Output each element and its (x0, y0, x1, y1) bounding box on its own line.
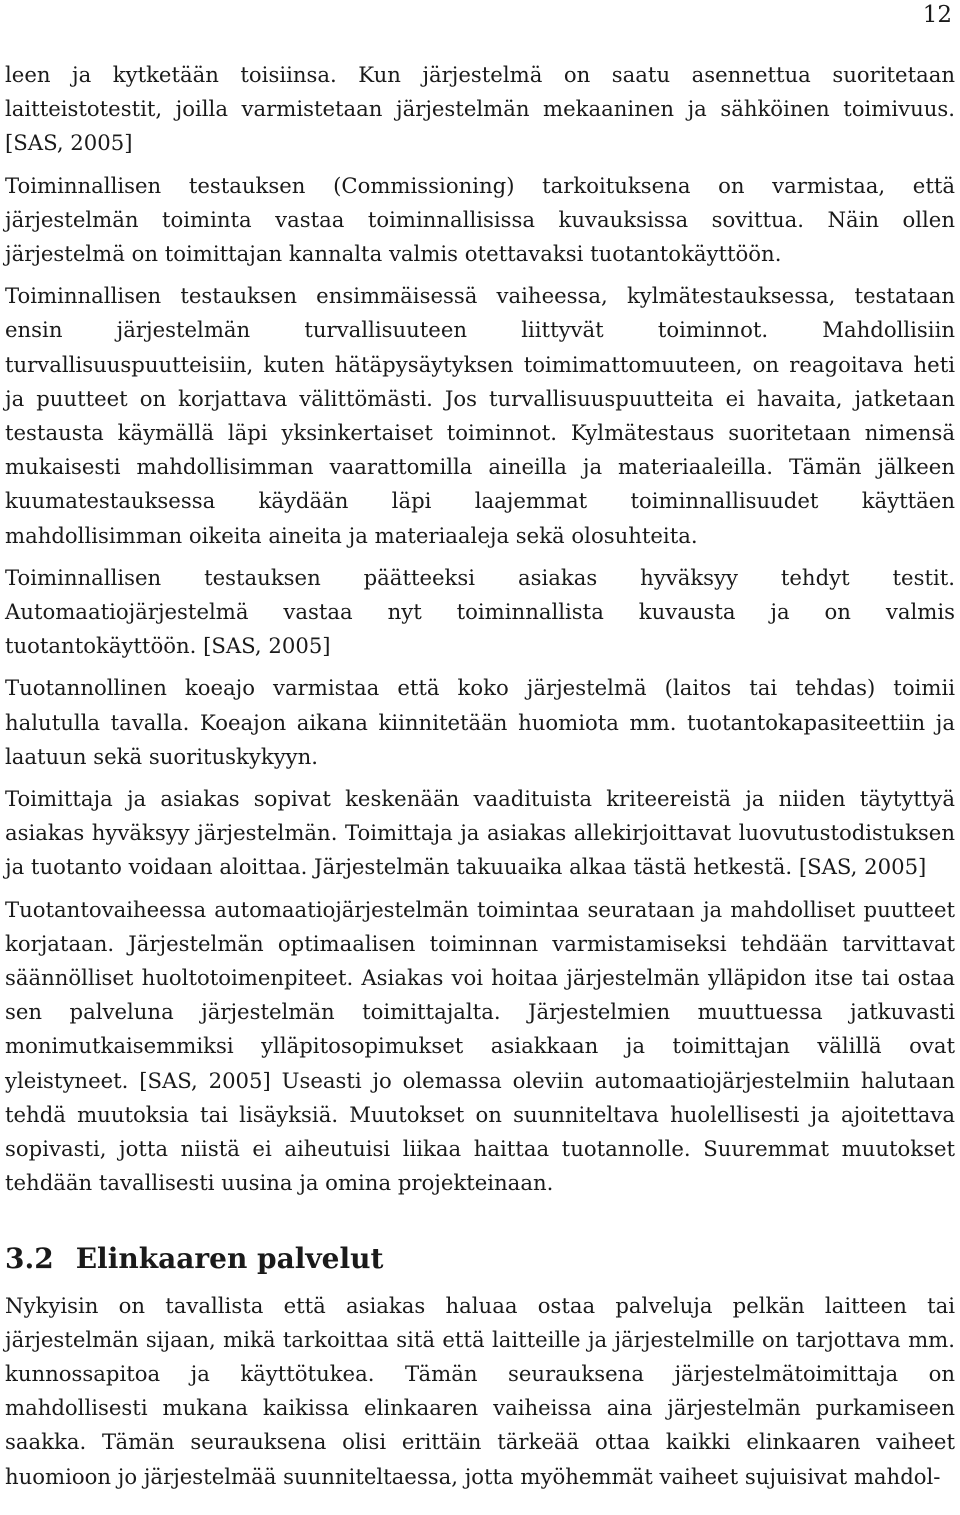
paragraph-handover: Toimittaja ja asiakas sopivat keskenään vaadituista kriteereistä ja niiden täytyttyä asiakas hyväksyy järjestelmän. Toimittaja ja asiakas allekirjoittavat luovutustodistuksen ja tuotanto voidaan aloittaa. Järjestelmän takuuaika alkaa tästä hetkestä. [SAS, 2005] (5, 786, 955, 880)
paragraph-lifecycle-services: Nykyisin on tavallista että asiakas haluaa ostaa palveluja pelkän laitteen tai järjestelmän sijaan, mikä tarkoittaa sitä että laitteille ja järjestelmille on tarjottava mm. kunnossapitoa ja käyttötukea. Tämän seurauksena järjestelmätoimittaja on mahdollisesti mukana kaikissa elinkaaren vaiheissa aina järjestelmän purkamiseen saakka. Tämän seurauksena olisi erittäin tärkeää ottaa kaikki elinkaaren vaiheet huomioon jo järjestelmää suunniteltaessa, jotta myöhemmät vaiheet sujuisivat mahdol- (5, 1292, 955, 1489)
page-number: 12 (922, 2, 952, 28)
page-body (5, 58, 955, 1502)
section-number: 3.2 (5, 1241, 54, 1275)
paragraph-cold-hot-testing: Toiminnallisen testauksen ensimmäisessä vaiheessa, kylmätestauksessa, testataan ensin järjestelmän turvallisuuteen liittyvät toiminnot. Mahdollisiin turvallisuuspuutteisiin, kuten hätäpysäytyksen toimimattomuuteen, on reagoitava heti ja puutteet on korjattava välittömästi. Jos turvallisuuspuutteita ei havaita, jatketaan testausta käymällä läpi yksinkertaiset toiminnot. Kylmätestaus suoritetaan nimensä mukaisesti mahdollisimman vaarattomilla aineilla ja materiaaleilla. Tämän jälkeen kuumatestauksessa käydään läpi laajemmat toiminnallisuudet käyttäen mahdollisimman oikeita aineita ja materiaaleja sekä olosuhteita. (5, 283, 955, 548)
paragraph-production-trial-run: Tuotannollinen koeajo varmistaa että koko järjestelmä (laitos tai tehdas) toimii halutulla tavalla. Koeajon aikana kiinnitetään huomiota mm. tuotantokapasiteettiin ja laatuun sekä suorituskykyyn. (5, 675, 955, 769)
paragraph-assembly-testing: leen ja kytketään toisiinsa. Kun järjestelmä on saatu asennettua suoritetaan laitteistotestit, joilla varmistetaan järjestelmän mekaaninen ja sähköinen toimivuus. [SAS, 2005] (5, 62, 955, 156)
paragraph-production-phase: Tuotantovaiheessa automaatiojärjestelmän toimintaa seurataan ja mahdolliset puutteet korjataan. Järjestelmän optimaalisen toiminnan varmistamiseksi tehdään tarvittavat säännölliset huoltotoimenpiteet. Asiakas voi hoitaa järjestelmän ylläpidon itse tai ostaa sen palveluna järjestelmän toimittajalta. Järjestelmien muuttuessa jatkuvasti monimutkaisemmiksi ylläpitosopimukset asiakkaan ja toimittajan välillä ovat yleistyneet. [SAS, 2005] Useasti jo olemassa oleviin automaatiojärjestelmiin halutaan tehdä muutoksia tai lisäyksiä. Muutokset on suunniteltava huolellisesti ja ajoitettava sopivasti, jotta niistä ei aiheutuisi liikaa haittaa tuotannolle. Suuremmat muutokset tehdään tavallisesti uusina ja omina projekteinaan. (5, 896, 955, 1196)
paragraph-commissioning: Toiminnallisen testauksen (Commissioning) tarkoituksena on varmistaa, että järjestelmän toiminta vastaa toiminnallisissa kuvauksissa sovittua. Näin ollen järjestelmä on toimittajan kannalta valmis otettavaksi tuotantokäyttöön. (5, 172, 955, 267)
section-heading (5, 1239, 955, 1279)
section-title: Elinkaaren palvelut (75, 1241, 384, 1275)
paragraph-customer-acceptance: Toiminnallisen testauksen päätteeksi asiakas hyväksyy tehdyt testit. Automaatiojärjestelmä vastaa nyt toiminnallista kuvausta ja on valmis tuotantokäyttöön. [SAS, 2005] (5, 564, 955, 659)
